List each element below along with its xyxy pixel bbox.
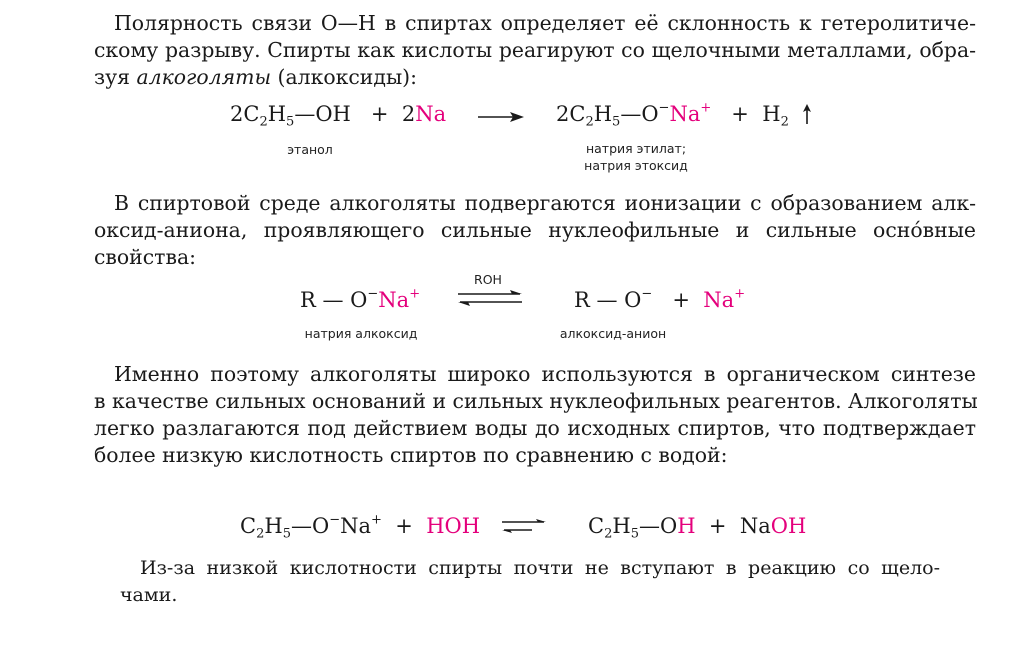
label-sodium-ethylate: натрия этилат;: [585, 141, 687, 156]
reaction-ionization-left: R — O−Na+: [300, 286, 421, 312]
label-sodium-alkoxide: натрия алкоксид: [304, 326, 418, 341]
text-line: оксид-аниона, проявляющего сильные нуклеофильные и сильные осно́вные: [94, 218, 976, 242]
paragraph-polarity: [94, 10, 976, 91]
paragraph-ionization: [94, 190, 976, 271]
reaction-arrow-right: [478, 111, 524, 123]
text-line: зуя алкоголяты (алкоксиды):: [94, 65, 418, 89]
label-ethanol: этанол: [287, 142, 333, 157]
term-alkoholyaty: алкоголяты: [136, 65, 272, 89]
text-line: В спиртовой среде алкоголяты подвергаются ионизации с образованием алк-: [114, 191, 976, 215]
text-line: в качестве сильных оснований и сильных нуклеофильных реагентов. Алкоголяты: [94, 389, 978, 413]
reaction-ethanol-sodium-left: $2C_2H_5—OH$ + 2Na: [230, 102, 447, 130]
arrow-label-roh: ROH: [474, 272, 502, 287]
equilibrium-arrow-icon: [502, 519, 546, 533]
paragraph-usage: [94, 361, 976, 469]
text-line: скому разрыву. Спирты как кислоты реагируют со щелочными металлами, обра-: [94, 38, 976, 62]
text-line: Из-за низкой кислотности спирты почти не вступают в реакцию со щело-: [140, 557, 940, 579]
label-alkoxide-anion: алкоксид-анион: [559, 326, 667, 341]
text-line: Именно поэтому алкоголяты широко используются в органическом синтезе: [114, 362, 976, 386]
reaction-hydrolysis-right: $C_2H_5—OH$ + NaOH: [588, 514, 807, 542]
text-line: Полярность связи O—H в спиртах определяет её склонность к гетеролитиче-: [114, 11, 976, 35]
reaction-ionization-right: R — O− + Na+: [574, 286, 746, 312]
reaction-ethanol-sodium-right: $2C_2H_5—O^-Na^+$ + $H_2$: [556, 100, 789, 130]
text-line: легко разлагаются под действием воды до исходных спиртов, что подтверждает: [94, 416, 976, 440]
equilibrium-arrow-icon: [458, 290, 522, 306]
text-line: чами.: [120, 584, 178, 606]
label-sodium-ethoxide: натрия этоксид: [584, 158, 688, 173]
paragraph-conclusion: [120, 555, 940, 609]
text-line: более низкую кислотность спиртов по сравнению с водой:: [94, 443, 728, 467]
reaction-hydrolysis-left: $C_2H_5—O^-Na^+$ + HOH: [240, 512, 481, 542]
gas-arrow-up-icon: [802, 104, 812, 124]
text-line: свойства:: [94, 245, 196, 269]
